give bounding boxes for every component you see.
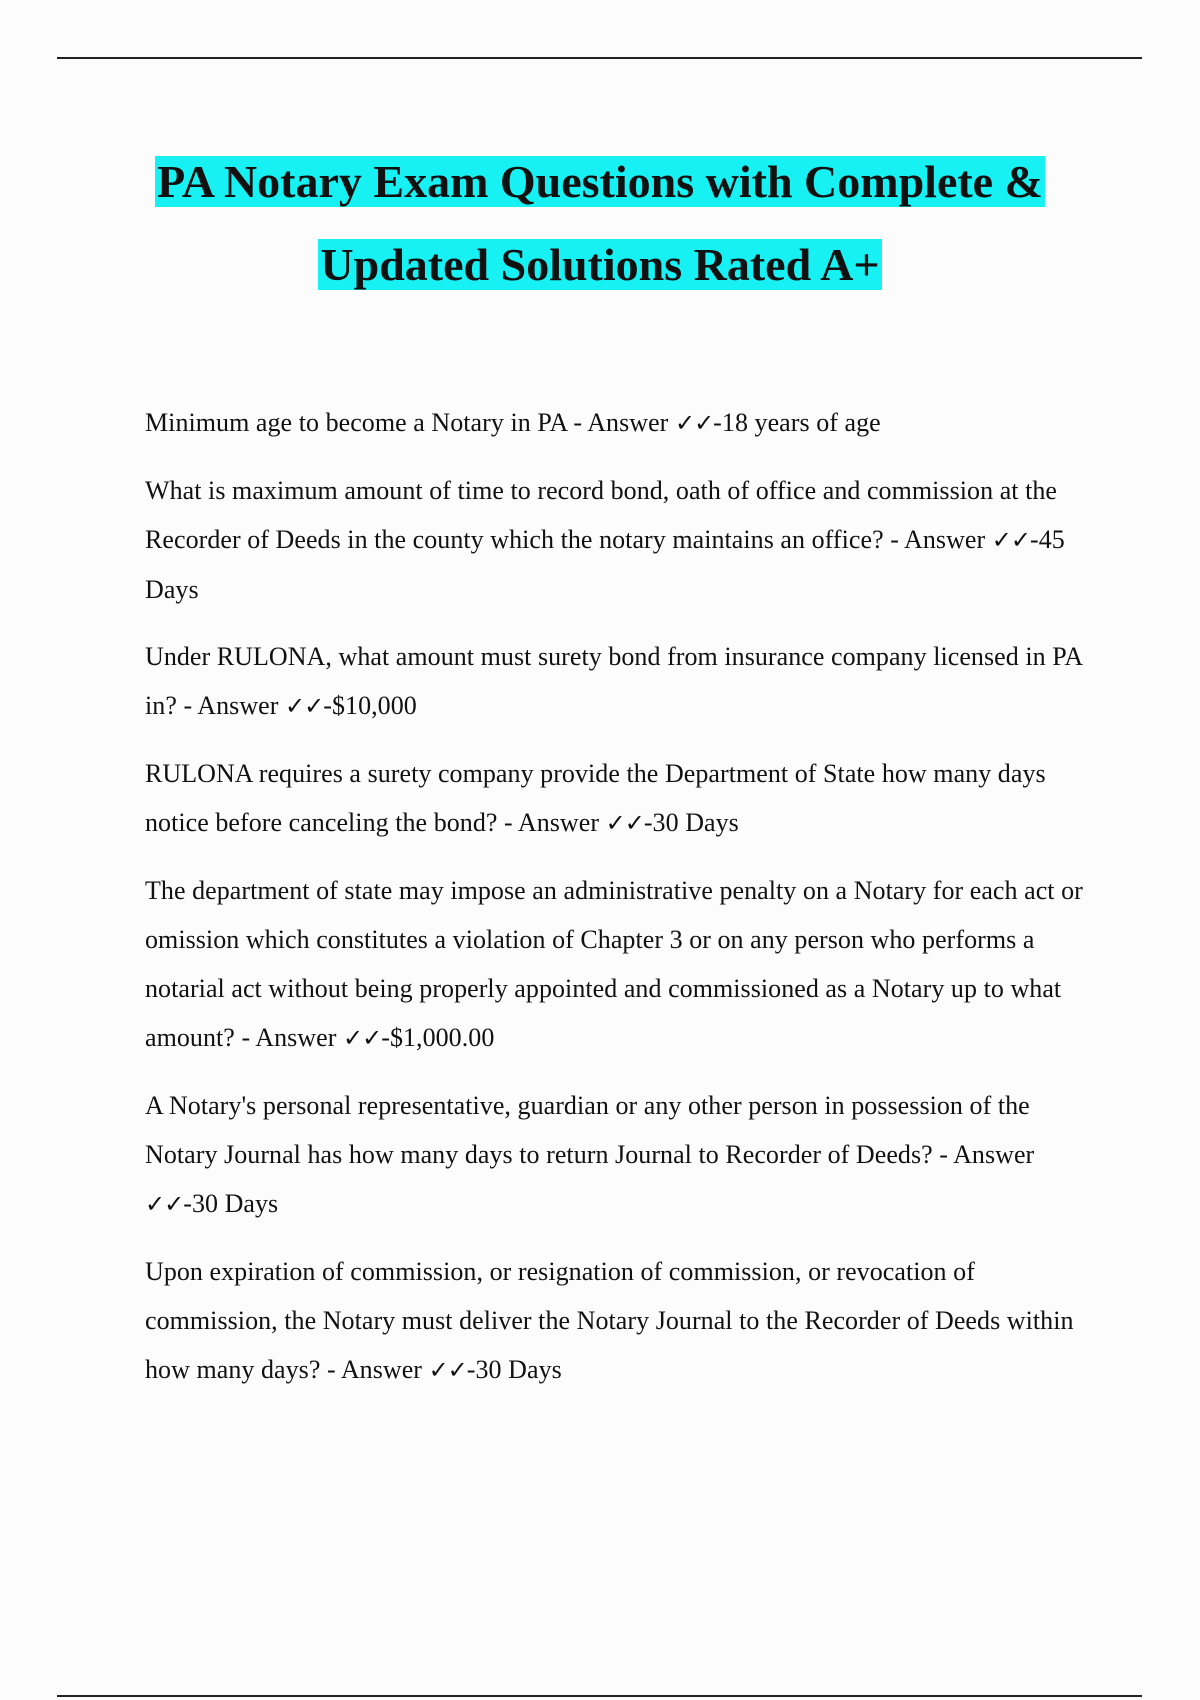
qa-item: A Notary's personal representative, guardian or any other person in possession of the Notary Journal has how many days to return Journal to Recorder of Deeds? - Answer ✓✓-30 Days xyxy=(145,1091,1035,1218)
question-text: The department of state may impose an administrative penalty on a Notary for each act or omission which constitutes a violation of Chapter 3 or on any person who performs a notarial act without being properly appointed and commissioned as a Notary up to what amount? xyxy=(145,876,1083,1052)
answer-label: Answer xyxy=(904,525,986,554)
title-line-1: PA Notary Exam Questions with Complete & xyxy=(157,156,1043,207)
qa-item: Minimum age to become a Notary in PA - Answer ✓✓-18 years of age xyxy=(145,408,881,437)
answer-text: 30 Days xyxy=(652,808,739,837)
title-line-2: Updated Solutions Rated A+ xyxy=(320,239,880,290)
double-check-icon: ✓✓ xyxy=(145,1190,184,1218)
double-check-icon: ✓✓ xyxy=(605,809,644,837)
answer-label: Answer xyxy=(587,408,669,437)
qa-item: Under RULONA, what amount must surety bond from insurance company licensed in PA in? - Answer ✓✓-$10,000 xyxy=(145,642,1082,720)
qa-item: What is maximum amount of time to record bond, oath of office and commission at the Recorder of Deeds in the county which the notary maintains an office? - Answer ✓✓-45 Days xyxy=(145,476,1065,604)
answer-text: $10,000 xyxy=(331,691,417,720)
answer-label: Answer xyxy=(255,1023,337,1052)
answer-label: Answer xyxy=(953,1140,1035,1169)
qa-list xyxy=(145,398,1100,1413)
double-check-icon: ✓✓ xyxy=(991,526,1030,554)
answer-text: 30 Days xyxy=(191,1189,279,1218)
question-text: Minimum age to become a Notary in PA xyxy=(145,408,567,437)
qa-item: Upon expiration of commission, or resignation of commission, or revocation of commission, the Notary must deliver the Notary Journal to the Recorder of Deeds within how many days? - Answer ✓✓-30 Days xyxy=(145,1257,1074,1384)
qa-item: RULONA requires a surety company provide the Department of State how many days notice before canceling the bond? - Answer ✓✓-30 Days xyxy=(145,759,1046,837)
document-title xyxy=(0,140,1200,306)
question-text: What is maximum amount of time to record bond, oath of office and commission at the Recorder of Deeds in the county which the notary maintains an office? xyxy=(145,476,1058,554)
double-check-icon: ✓✓ xyxy=(343,1024,382,1052)
double-check-icon: ✓✓ xyxy=(285,692,324,720)
answer-text: 30 Days xyxy=(475,1355,562,1384)
top-divider xyxy=(57,57,1142,59)
question-text: Upon expiration of commission, or resignation of commission, or revocation of commission, the Notary must deliver the Notary Journal to the Recorder of Deeds within how many days? xyxy=(145,1257,1074,1384)
bottom-divider xyxy=(57,1695,1142,1697)
double-check-icon: ✓✓ xyxy=(674,409,714,437)
answer-text: $1,000.00 xyxy=(389,1023,495,1052)
qa-item: The department of state may impose an administrative penalty on a Notary for each act or omission which constitutes a violation of Chapter 3 or on any person who performs a notarial act without being properly appointed and commissioned as a Notary up to what amount? - Answer ✓✓-$1,000.00 xyxy=(145,876,1083,1052)
double-check-icon: ✓✓ xyxy=(428,1356,467,1384)
question-text: A Notary's personal representative, guardian or any other person in possession of the Notary Journal has how many days to return Journal to Recorder of Deeds? xyxy=(145,1091,1030,1169)
answer-text: 45 Days xyxy=(145,525,1065,604)
answer-text: 18 years of age xyxy=(721,408,881,437)
question-text: Under RULONA, what amount must surety bond from insurance company licensed in PA in? xyxy=(145,642,1082,720)
question-text: RULONA requires a surety company provide the Department of State how many days notice before canceling the bond? xyxy=(145,759,1046,837)
answer-label: Answer xyxy=(517,808,600,837)
answer-label: Answer xyxy=(340,1355,422,1384)
answer-label: Answer xyxy=(197,691,279,720)
